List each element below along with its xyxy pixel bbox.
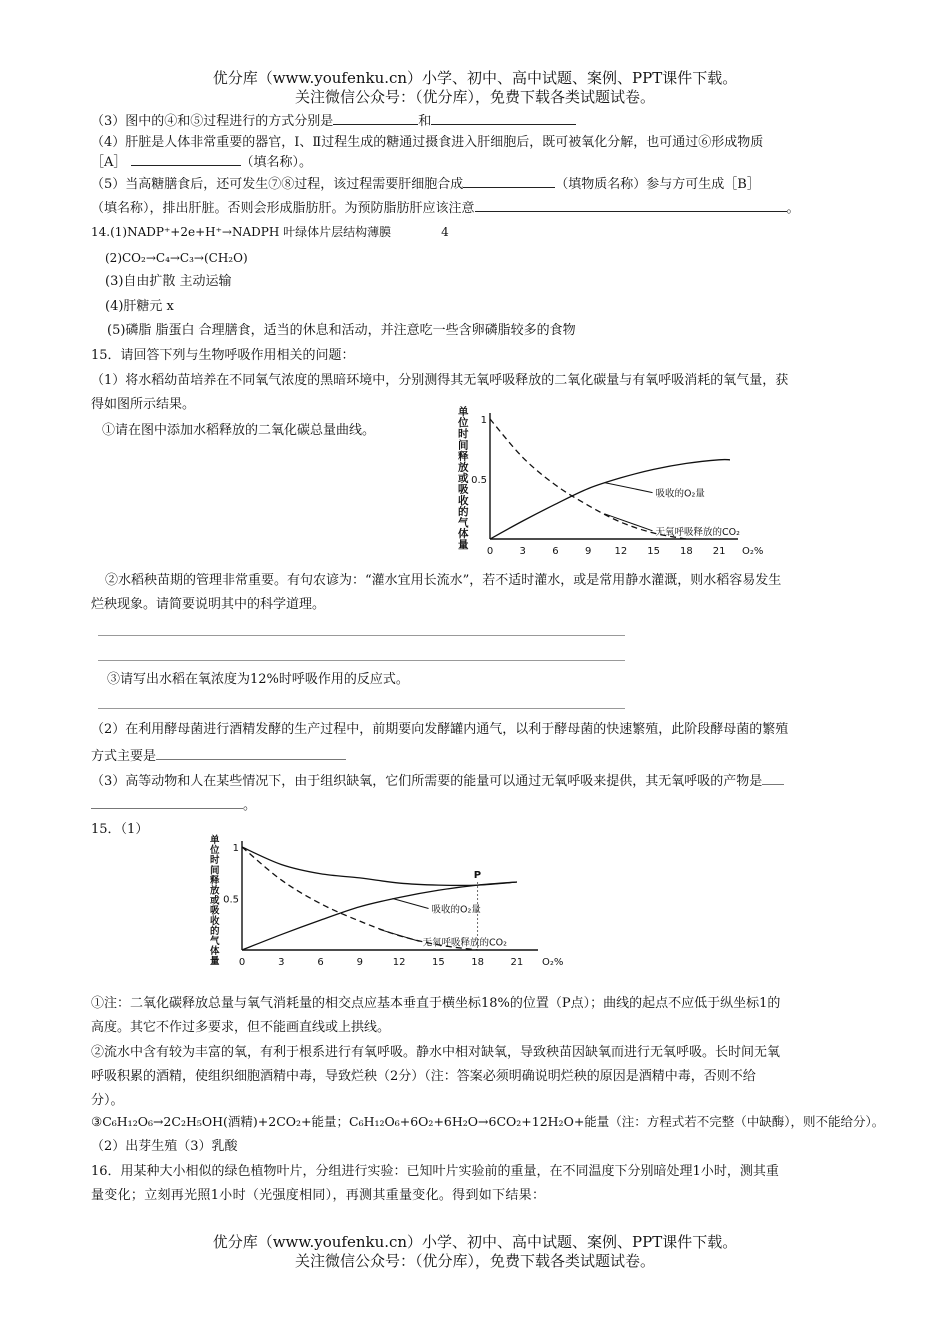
series-line-2 (490, 419, 686, 539)
answer-blank[interactable] (333, 110, 418, 125)
legend-label: 无氧呼吸释放的CO₂ (422, 937, 507, 949)
answer-line[interactable] (98, 660, 625, 661)
q15-part1-line2: 得如图所示结果。 (91, 397, 196, 412)
x-tick-label: 21 (510, 957, 524, 968)
x-tick-label: 0 (238, 957, 246, 968)
q15-part3-line2 (91, 794, 256, 816)
a15-note1-line2: 高度。其它不作过多要求，但不能画直线或上拱线。 (91, 1020, 391, 1035)
x-tick-label: 12 (614, 546, 628, 557)
legend-leader (605, 483, 653, 493)
a15-note2-line2: 呼吸积累的酒精，使组织细胞酒精中毒，导致烂秧（2分）（注：答案必须明确说明烂秧的原因是酒精中毒，否则不给 (91, 1069, 756, 1084)
x-tick-label: 9 (584, 546, 592, 557)
q15-chart (440, 400, 780, 562)
a15-chart (198, 828, 564, 978)
x-tick-label: 6 (317, 957, 324, 968)
x-tick-label: 18 (471, 957, 485, 968)
q15-part2-text: 方式主要是 (91, 749, 157, 764)
legend-label: 吸收的O₂量 (655, 488, 705, 500)
q13-part5-text-b: （填物质名称）参与方可生成［B］ (555, 177, 760, 192)
answer-line[interactable] (98, 635, 625, 636)
x-tick-label: 0 (486, 546, 494, 557)
p-point-label: P (473, 870, 482, 882)
answer-blank[interactable] (463, 173, 555, 188)
q15-part2-line2 (91, 745, 346, 767)
y-axis-label: 单位时间释放或吸收的气体量 (210, 835, 220, 968)
q13-part4-line1: （4）肝脏是人体非常重要的器官，Ⅰ、Ⅱ过程生成的糖通过摄食进入肝细胞后，既可被氧化分解，也可通过⑥形成物质 (91, 135, 764, 150)
header-line-2: 关注微信公众号：（优分库），免费下载各类试题试卷。 (294, 88, 655, 106)
q13-part4-line2 (91, 151, 312, 173)
footer-line-2: 关注微信公众号：（优分库），免费下载各类试题试卷。 (294, 1252, 655, 1270)
a14-line4: (4)肝糖元 x (105, 299, 174, 314)
a14-line1-text: 14.(1)NADP⁺+2e+H⁺→NADPH 叶绿体片层结构薄膜 (91, 225, 392, 239)
answer-blank[interactable] (431, 110, 576, 125)
a14-line2: (2)CO₂→C₄→C₃→(CH₂O) (105, 251, 248, 265)
x-tick-label: 18 (679, 546, 693, 557)
legend-leader (393, 899, 429, 909)
a15-note2-line3: 分）。 (91, 1093, 124, 1108)
legend-label: 无氧呼吸释放的CO₂ (655, 526, 740, 538)
q13-part5-text-a: （5）当高糖膳食后，还可发生⑦⑧过程，该过程需要肝细胞合成 (91, 177, 464, 192)
y-tick-label: 1 (480, 415, 487, 426)
q15-part3-text: （3）高等动物和人在某些情况下，由于组织缺氧，它们所需要的能量可以通过无氧呼吸来提供，其无氧呼吸的产物是 (91, 774, 763, 789)
x-axis-label: O₂% (742, 546, 764, 557)
x-tick-label: 3 (519, 546, 526, 557)
q16-line2: 量变化；立刻再光照1小时（光强度相同），再测其重量变化。得到如下结果： (91, 1188, 546, 1203)
q13-part5-text-d: 。 (786, 201, 800, 216)
q16-line1: 16．用某种大小相似的绿色植物叶片，分组进行实验：已知叶片实验前的重量，在不同温度下分别暗处理1小时，测其重 (91, 1164, 779, 1179)
x-tick-label: 3 (278, 957, 285, 968)
a15-note3: ③C₆H₁₂O₆→2C₂H₅OH(酒精)+2CO₂+能量；C₆H₁₂O₆+6O₂+6H₂O→6CO₂+12H₂O+能量（注：方程式若不完整（中缺酶），则不能给分）。 (91, 1114, 885, 1129)
q15-title: 15．请回答下列与生物呼吸作用相关的问题： (91, 348, 355, 363)
y-tick-label: 1 (232, 843, 239, 854)
answer-blank[interactable] (762, 770, 784, 785)
y-tick-label: 0.5 (223, 894, 239, 906)
legend-label: 吸收的O₂量 (431, 904, 481, 916)
a15-note2-line1: ②流水中含有较为丰富的氧，有利于根系进行有氧呼吸。静水中相对缺氧，导致秧苗因缺氧而进行无氧呼吸。长时间无氧 (91, 1045, 781, 1060)
q15-part3-tail: 。 (243, 798, 257, 813)
q15-sub3: ③请写出水稻在氧浓度为12%时呼吸作用的反应式。 (107, 672, 409, 687)
q15-part2-line1: （2）在利用酵母菌进行酒精发酵的生产过程中，前期要向发酵罐内通气，以利于酵母菌的快速繁殖，此阶段酵母菌的繁殖 (91, 722, 789, 737)
x-axis-label: O₂% (542, 957, 564, 968)
q13-part5-line2 (91, 197, 800, 219)
q15-sub1: ①请在图中添加水稻释放的二氧化碳总量曲线。 (102, 423, 376, 438)
answer-blank[interactable] (156, 745, 346, 760)
y-tick-label: 0.5 (471, 475, 487, 486)
answer-blank[interactable] (131, 151, 241, 166)
a15-note1-line1: ①注：二氧化碳释放总量与氧气消耗量的相交点应基本垂直于横坐标18%的位置（P点）；曲线的起点不应低于纵坐标1的 (91, 996, 781, 1011)
q13-part5-line1 (91, 173, 760, 195)
a15-head: 15．（1） (91, 822, 149, 837)
x-tick-label: 9 (356, 957, 364, 968)
x-tick-label: 15 (431, 957, 445, 968)
q13-part4-tail: （填名称）。 (240, 155, 313, 170)
q15-sub2-line2: 烂秧现象。请简要说明其中的科学道理。 (91, 597, 326, 612)
a14-line1-number: 4 (441, 225, 449, 239)
answer-line[interactable] (98, 708, 625, 709)
legend-leader (605, 514, 653, 531)
y-axis-label: 单位时间释放或吸收的气体量 (458, 406, 469, 552)
q15-part3-line1 (91, 770, 784, 792)
q15-sub2-line1: ②水稻秧苗期的管理非常重要。有句农谚为：“灌水宜用长流水”，若不适时灌水，或是常用静水灌溉，则水稻容易发生 (105, 573, 782, 588)
header-line-1: 优分库（www.youfenku.cn）小学、初中、高中试题、案例、PPT课件下载。 (212, 69, 738, 87)
answer-blank[interactable] (475, 197, 787, 212)
q13-part3-text-b: 和 (418, 114, 432, 129)
x-tick-label: 6 (552, 546, 559, 557)
q13-part4-label: ［A］ (91, 155, 127, 170)
legend-leader (379, 929, 419, 941)
x-tick-label: 21 (712, 546, 726, 557)
x-tick-label: 15 (647, 546, 661, 557)
footer-line-1: 优分库（www.youfenku.cn）小学、初中、高中试题、案例、PPT课件下载。 (212, 1233, 738, 1251)
q13-part3-text-a: （3）图中的④和⑤过程进行的方式分别是 (91, 114, 334, 129)
a14-line1 (91, 222, 449, 242)
q13-part5-text-c: （填名称），排出肝脏。否则会形成脂肪肝。为预防脂肪肝应该注意 (91, 201, 475, 216)
answer-blank[interactable] (91, 794, 243, 809)
x-tick-label: 12 (392, 957, 406, 968)
q15-part1-line1: （1）将水稻幼苗培养在不同氧气浓度的黑暗环境中，分别测得其无氧呼吸释放的二氧化碳量与有氧呼吸消耗的氧气量，获 (91, 373, 789, 388)
q13-part3 (91, 110, 576, 132)
a14-line3: (3)自由扩散 主动运输 (105, 274, 232, 289)
a15-note4: （2）出芽生殖（3）乳酸 (91, 1139, 238, 1154)
a14-line5: (5)磷脂 脂蛋白 合理膳食，适当的休息和活动，并注意吃一些含卵磷脂较多的食物 (107, 323, 576, 338)
